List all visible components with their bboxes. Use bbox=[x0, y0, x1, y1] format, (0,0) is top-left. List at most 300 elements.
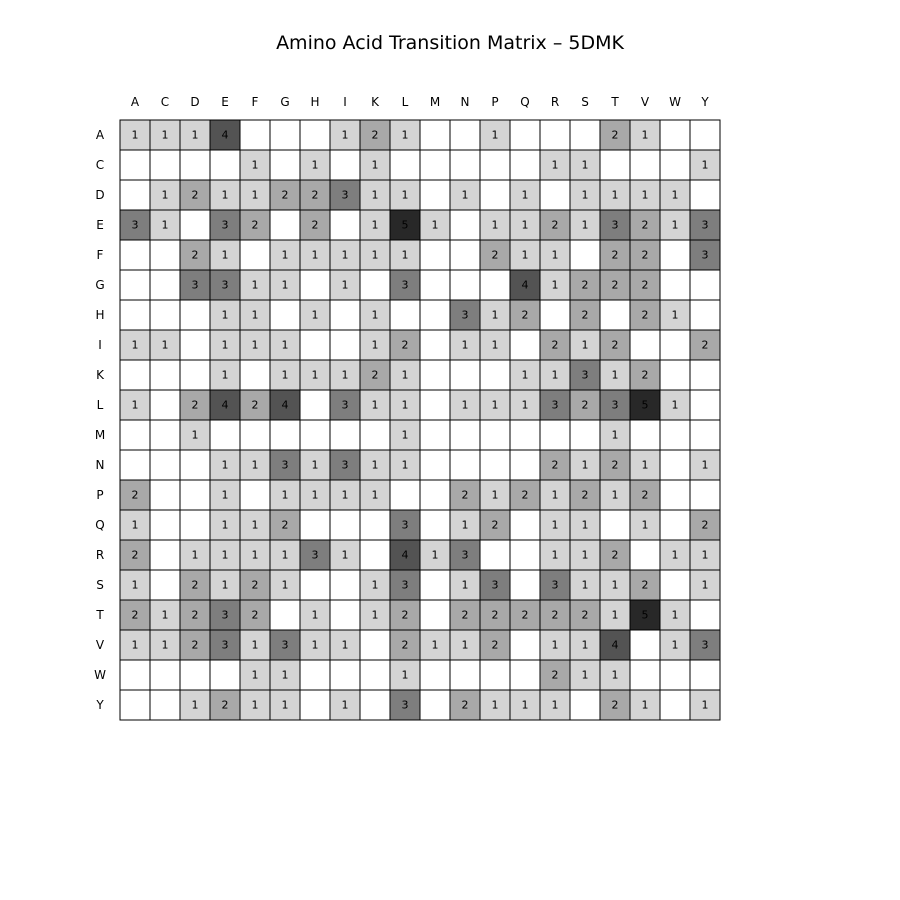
heatmap-cell bbox=[360, 420, 390, 450]
cell-value-label: 2 bbox=[641, 308, 649, 322]
heatmap-cell bbox=[420, 120, 450, 150]
cell-value-label: 3 bbox=[281, 458, 289, 472]
heatmap-cell bbox=[300, 510, 330, 540]
cell-value-label: 2 bbox=[371, 128, 379, 142]
cell-value-label: 1 bbox=[431, 638, 439, 652]
heatmap-cell bbox=[660, 510, 690, 540]
heatmap-cell bbox=[330, 570, 360, 600]
cell-value-label: 1 bbox=[551, 548, 559, 562]
cell-value-label: 3 bbox=[341, 188, 349, 202]
heatmap-cell bbox=[420, 420, 450, 450]
x-tick-label: T bbox=[611, 95, 619, 109]
cell-value-label: 2 bbox=[131, 548, 139, 562]
heatmap-cell bbox=[690, 120, 720, 150]
heatmap-cell bbox=[150, 480, 180, 510]
cell-value-label: 2 bbox=[311, 188, 319, 202]
cell-value-label: 2 bbox=[461, 608, 469, 622]
cell-value-label: 1 bbox=[191, 548, 199, 562]
cell-value-label: 1 bbox=[581, 158, 589, 172]
heatmap-cell bbox=[450, 120, 480, 150]
cell-value-label: 1 bbox=[401, 668, 409, 682]
cell-value-label: 2 bbox=[611, 278, 619, 292]
cell-value-label: 1 bbox=[401, 398, 409, 412]
cell-value-label: 2 bbox=[191, 398, 199, 412]
heatmap-cell bbox=[150, 660, 180, 690]
cell-value-label: 2 bbox=[461, 698, 469, 712]
cell-value-label: 2 bbox=[521, 608, 529, 622]
cell-value-label: 1 bbox=[251, 548, 259, 562]
heatmap-cell bbox=[510, 420, 540, 450]
cell-value-label: 1 bbox=[461, 578, 469, 592]
x-tick-label: C bbox=[160, 95, 170, 109]
cell-value-label: 1 bbox=[221, 308, 229, 322]
cell-value-label: 1 bbox=[371, 158, 379, 172]
heatmap-cell bbox=[150, 240, 180, 270]
heatmap-cell bbox=[420, 450, 450, 480]
heatmap-cell bbox=[270, 120, 300, 150]
x-tick-label: W bbox=[669, 95, 681, 109]
cell-value-label: 1 bbox=[401, 128, 409, 142]
heatmap-cell bbox=[450, 240, 480, 270]
x-tick-label: A bbox=[130, 95, 140, 109]
cell-value-label: 1 bbox=[221, 248, 229, 262]
heatmap-cell bbox=[480, 180, 510, 210]
cell-value-label: 5 bbox=[641, 398, 649, 412]
cell-value-label: 1 bbox=[281, 248, 289, 262]
heatmap-cell bbox=[300, 120, 330, 150]
heatmap-cell bbox=[360, 270, 390, 300]
x-tick-label: N bbox=[460, 95, 470, 109]
cell-value-label: 1 bbox=[491, 398, 499, 412]
heatmap-cell bbox=[120, 150, 150, 180]
heatmap-cell bbox=[120, 360, 150, 390]
y-axis-labels bbox=[94, 128, 106, 712]
heatmap-cell bbox=[270, 300, 300, 330]
heatmap-cell bbox=[420, 600, 450, 630]
heatmap-cell bbox=[300, 420, 330, 450]
cell-value-label: 3 bbox=[701, 248, 709, 262]
heatmap-cell bbox=[150, 360, 180, 390]
heatmap-cell bbox=[570, 420, 600, 450]
heatmap-cell bbox=[540, 420, 570, 450]
x-tick-label: H bbox=[310, 95, 320, 109]
cell-value-label: 3 bbox=[401, 578, 409, 592]
x-tick-label: V bbox=[640, 95, 650, 109]
cell-value-label: 1 bbox=[401, 188, 409, 202]
heatmap-cell bbox=[300, 270, 330, 300]
heatmap-cell bbox=[690, 600, 720, 630]
cell-value-label: 3 bbox=[221, 278, 229, 292]
heatmap-cell bbox=[300, 660, 330, 690]
heatmap-cell bbox=[240, 360, 270, 390]
heatmap-cell bbox=[480, 420, 510, 450]
y-tick-label: F bbox=[96, 248, 104, 262]
cell-value-label: 1 bbox=[701, 578, 709, 592]
heatmap-cell bbox=[510, 120, 540, 150]
heatmap-cell bbox=[660, 420, 690, 450]
x-tick-label: Y bbox=[701, 95, 709, 109]
cell-value-label: 2 bbox=[581, 278, 589, 292]
heatmap-cell bbox=[570, 120, 600, 150]
x-tick-label: D bbox=[190, 95, 200, 109]
cell-value-label: 1 bbox=[281, 338, 289, 352]
cell-value-label: 1 bbox=[371, 578, 379, 592]
heatmap-cell bbox=[600, 300, 630, 330]
cell-value-label: 3 bbox=[491, 578, 499, 592]
cell-value-label: 1 bbox=[551, 488, 559, 502]
x-tick-label: F bbox=[251, 95, 259, 109]
y-tick-label: V bbox=[95, 638, 105, 652]
heatmap-cell bbox=[150, 150, 180, 180]
cell-value-label: 1 bbox=[251, 278, 259, 292]
heatmap-cell bbox=[570, 690, 600, 720]
cell-value-label: 2 bbox=[581, 488, 589, 502]
heatmap-cell bbox=[450, 420, 480, 450]
heatmap-cell bbox=[120, 690, 150, 720]
heatmap-cell bbox=[570, 240, 600, 270]
cell-value-label: 1 bbox=[161, 188, 169, 202]
cell-value-label: 2 bbox=[611, 128, 619, 142]
cell-value-label: 2 bbox=[191, 188, 199, 202]
heatmap-cell bbox=[540, 120, 570, 150]
heatmap-cell bbox=[180, 210, 210, 240]
heatmap-cell bbox=[240, 480, 270, 510]
cell-value-label: 2 bbox=[401, 638, 409, 652]
cell-value-label: 1 bbox=[221, 548, 229, 562]
cell-value-label: 1 bbox=[611, 188, 619, 202]
y-tick-label: C bbox=[95, 158, 105, 172]
heatmap-cell bbox=[240, 420, 270, 450]
heatmap-cell bbox=[420, 660, 450, 690]
heatmap-cell bbox=[240, 240, 270, 270]
cell-value-label: 1 bbox=[341, 248, 349, 262]
y-tick-label: P bbox=[96, 488, 104, 502]
chart-title: Amino Acid Transition Matrix – 5DMK bbox=[276, 32, 624, 54]
cell-value-label: 3 bbox=[581, 368, 589, 382]
cell-value-label: 3 bbox=[701, 218, 709, 232]
cell-value-label: 2 bbox=[371, 368, 379, 382]
heatmap-cell bbox=[150, 690, 180, 720]
cell-value-label: 1 bbox=[221, 338, 229, 352]
y-tick-label: E bbox=[96, 218, 104, 232]
cell-value-label: 2 bbox=[281, 188, 289, 202]
cell-value-label: 1 bbox=[521, 248, 529, 262]
cell-value-label: 1 bbox=[521, 698, 529, 712]
heatmap-cell bbox=[510, 510, 540, 540]
cell-value-label: 1 bbox=[491, 218, 499, 232]
cell-value-label: 2 bbox=[611, 458, 619, 472]
cell-value-label: 1 bbox=[521, 188, 529, 202]
heatmap-cell bbox=[150, 300, 180, 330]
cell-value-label: 1 bbox=[461, 518, 469, 532]
cell-value-label: 1 bbox=[671, 308, 679, 322]
x-axis-labels bbox=[131, 95, 709, 109]
y-tick-label: W bbox=[94, 668, 106, 682]
cell-value-label: 1 bbox=[281, 278, 289, 292]
cell-value-label: 1 bbox=[281, 578, 289, 592]
cell-value-label: 1 bbox=[221, 458, 229, 472]
cell-value-label: 1 bbox=[581, 458, 589, 472]
cell-value-label: 1 bbox=[311, 638, 319, 652]
heatmap-cell bbox=[150, 540, 180, 570]
cell-value-label: 3 bbox=[341, 398, 349, 412]
heatmap-cell bbox=[660, 360, 690, 390]
cell-value-label: 1 bbox=[581, 548, 589, 562]
cell-value-label: 1 bbox=[581, 578, 589, 592]
heatmap-cell bbox=[510, 630, 540, 660]
cell-value-label: 1 bbox=[131, 638, 139, 652]
heatmap-cell bbox=[330, 600, 360, 630]
heatmap-cell bbox=[660, 480, 690, 510]
cell-value-label: 4 bbox=[281, 398, 289, 412]
y-tick-label: T bbox=[96, 608, 104, 622]
cell-value-label: 3 bbox=[401, 698, 409, 712]
cell-value-label: 2 bbox=[461, 488, 469, 502]
y-tick-label: L bbox=[96, 398, 104, 412]
cell-value-label: 2 bbox=[581, 308, 589, 322]
heatmap-cell bbox=[120, 300, 150, 330]
cell-value-label: 1 bbox=[281, 698, 289, 712]
cell-value-label: 1 bbox=[551, 368, 559, 382]
cell-value-label: 1 bbox=[131, 128, 139, 142]
cell-value-label: 1 bbox=[641, 188, 649, 202]
heatmap-cell bbox=[210, 660, 240, 690]
x-tick-label: M bbox=[429, 95, 441, 109]
heatmap-cell bbox=[660, 330, 690, 360]
cell-value-label: 1 bbox=[611, 428, 619, 442]
cell-value-label: 2 bbox=[611, 248, 619, 262]
cell-value-label: 1 bbox=[191, 698, 199, 712]
heatmap-cell bbox=[390, 480, 420, 510]
x-tick-label: P bbox=[491, 95, 499, 109]
cell-value-label: 1 bbox=[641, 698, 649, 712]
heatmap-cell bbox=[300, 330, 330, 360]
heatmap-cell bbox=[540, 300, 570, 330]
cell-value-label: 1 bbox=[641, 128, 649, 142]
heatmap-cell bbox=[480, 270, 510, 300]
cell-value-label: 1 bbox=[581, 638, 589, 652]
heatmap-cell bbox=[480, 540, 510, 570]
heatmap-cell bbox=[330, 660, 360, 690]
cell-value-label: 2 bbox=[281, 518, 289, 532]
cell-value-label: 1 bbox=[281, 548, 289, 562]
y-tick-label: R bbox=[95, 548, 105, 562]
heatmap-cell bbox=[690, 420, 720, 450]
cell-value-label: 1 bbox=[221, 488, 229, 502]
cell-value-label: 1 bbox=[251, 458, 259, 472]
x-tick-label: R bbox=[550, 95, 560, 109]
cell-value-label: 1 bbox=[251, 638, 259, 652]
heatmap-cell bbox=[270, 150, 300, 180]
y-tick-label: I bbox=[98, 338, 102, 352]
heatmap-cell bbox=[690, 360, 720, 390]
cell-value-label: 3 bbox=[461, 308, 469, 322]
cell-value-label: 1 bbox=[701, 458, 709, 472]
cell-value-label: 1 bbox=[281, 368, 289, 382]
cell-value-label: 1 bbox=[551, 248, 559, 262]
heatmap-cell bbox=[150, 420, 180, 450]
cell-value-label: 1 bbox=[521, 368, 529, 382]
cell-value-label: 2 bbox=[131, 488, 139, 502]
cell-value-label: 2 bbox=[641, 278, 649, 292]
cell-value-label: 2 bbox=[611, 338, 619, 352]
cell-value-label: 1 bbox=[401, 368, 409, 382]
cell-value-label: 1 bbox=[371, 488, 379, 502]
y-tick-label: D bbox=[95, 188, 105, 202]
cell-value-label: 1 bbox=[341, 278, 349, 292]
cell-value-label: 1 bbox=[341, 698, 349, 712]
cell-value-label: 2 bbox=[251, 218, 259, 232]
heatmap-cell bbox=[420, 480, 450, 510]
cell-value-label: 3 bbox=[221, 638, 229, 652]
heatmap-cell bbox=[420, 240, 450, 270]
cell-value-label: 1 bbox=[251, 698, 259, 712]
cell-value-label: 1 bbox=[161, 608, 169, 622]
heatmap-cell bbox=[300, 690, 330, 720]
y-tick-label: A bbox=[95, 128, 105, 142]
heatmap-cell bbox=[420, 300, 450, 330]
heatmap-cell bbox=[300, 570, 330, 600]
x-tick-label: E bbox=[221, 95, 229, 109]
cell-value-label: 3 bbox=[401, 518, 409, 532]
heatmap-cell bbox=[330, 420, 360, 450]
heatmap-cell bbox=[300, 390, 330, 420]
cell-value-label: 1 bbox=[401, 428, 409, 442]
cell-value-label: 1 bbox=[371, 218, 379, 232]
cell-value-label: 1 bbox=[581, 668, 589, 682]
cell-value-label: 1 bbox=[371, 458, 379, 472]
heatmap-cell bbox=[660, 570, 690, 600]
cell-value-label: 2 bbox=[701, 338, 709, 352]
cell-value-label: 2 bbox=[551, 608, 559, 622]
cell-value-label: 2 bbox=[611, 548, 619, 562]
y-tick-label: S bbox=[96, 578, 104, 592]
heatmap-cell bbox=[150, 270, 180, 300]
x-tick-label: K bbox=[371, 95, 379, 109]
cell-value-label: 1 bbox=[251, 188, 259, 202]
cell-value-label: 1 bbox=[251, 158, 259, 172]
cell-value-label: 1 bbox=[491, 698, 499, 712]
cell-value-label: 4 bbox=[221, 398, 229, 412]
cell-value-label: 2 bbox=[491, 518, 499, 532]
cell-value-label: 1 bbox=[581, 518, 589, 532]
heatmap-cell bbox=[660, 150, 690, 180]
cell-value-label: 1 bbox=[161, 338, 169, 352]
heatmap-cell bbox=[600, 510, 630, 540]
heatmap-cell bbox=[630, 630, 660, 660]
cell-value-label: 2 bbox=[581, 608, 589, 622]
cell-value-label: 1 bbox=[371, 308, 379, 322]
cell-value-label: 2 bbox=[641, 368, 649, 382]
cell-value-label: 4 bbox=[401, 548, 409, 562]
cell-value-label: 1 bbox=[641, 518, 649, 532]
cell-value-label: 3 bbox=[611, 398, 619, 412]
cell-value-label: 3 bbox=[701, 638, 709, 652]
heatmap-cell bbox=[210, 150, 240, 180]
cell-value-label: 2 bbox=[641, 488, 649, 502]
heatmap-cell bbox=[690, 180, 720, 210]
heatmap-cell bbox=[630, 420, 660, 450]
heatmap-cell bbox=[630, 330, 660, 360]
heatmap-cell bbox=[120, 660, 150, 690]
cell-value-label: 2 bbox=[251, 608, 259, 622]
heatmap-cell bbox=[330, 150, 360, 180]
heatmap-cell bbox=[120, 180, 150, 210]
heatmap-cell bbox=[660, 240, 690, 270]
cell-value-label: 4 bbox=[521, 278, 529, 292]
cell-value-label: 3 bbox=[131, 218, 139, 232]
heatmap-cell bbox=[450, 660, 480, 690]
heatmap-cell bbox=[660, 690, 690, 720]
heatmap-cell bbox=[330, 330, 360, 360]
cell-value-label: 1 bbox=[611, 578, 619, 592]
cell-value-label: 1 bbox=[491, 308, 499, 322]
cell-value-label: 3 bbox=[191, 278, 199, 292]
heatmap-cell bbox=[270, 420, 300, 450]
cell-value-label: 2 bbox=[551, 668, 559, 682]
heatmap-cell bbox=[660, 270, 690, 300]
cell-value-label: 1 bbox=[491, 488, 499, 502]
cell-value-label: 2 bbox=[701, 518, 709, 532]
cell-value-label: 1 bbox=[251, 518, 259, 532]
cell-value-label: 2 bbox=[521, 308, 529, 322]
heatmap-cell bbox=[240, 120, 270, 150]
x-tick-label: I bbox=[343, 95, 347, 109]
cell-value-label: 2 bbox=[521, 488, 529, 502]
heatmap-cell bbox=[630, 150, 660, 180]
heatmap-cell bbox=[510, 150, 540, 180]
cell-value-label: 1 bbox=[521, 218, 529, 232]
cell-value-label: 1 bbox=[551, 158, 559, 172]
cell-value-label: 1 bbox=[461, 188, 469, 202]
cell-value-label: 2 bbox=[611, 698, 619, 712]
cell-value-label: 2 bbox=[131, 608, 139, 622]
cell-value-label: 4 bbox=[611, 638, 619, 652]
cell-value-label: 1 bbox=[131, 398, 139, 412]
heatmap-cell bbox=[180, 330, 210, 360]
cell-value-label: 1 bbox=[311, 308, 319, 322]
cell-value-label: 1 bbox=[131, 518, 139, 532]
heatmap-cell bbox=[420, 180, 450, 210]
heatmap-cell bbox=[690, 270, 720, 300]
cell-value-label: 1 bbox=[671, 608, 679, 622]
cell-value-label: 3 bbox=[461, 548, 469, 562]
heatmap-cell bbox=[420, 690, 450, 720]
cell-value-label: 1 bbox=[461, 638, 469, 652]
cell-value-label: 1 bbox=[281, 488, 289, 502]
heatmap-cell bbox=[420, 150, 450, 180]
cell-value-label: 1 bbox=[371, 398, 379, 412]
heatmap-cell bbox=[690, 300, 720, 330]
cell-value-label: 1 bbox=[221, 368, 229, 382]
cell-value-label: 1 bbox=[251, 308, 259, 322]
cell-value-label: 1 bbox=[311, 368, 319, 382]
heatmap-cell bbox=[660, 120, 690, 150]
cell-value-label: 1 bbox=[671, 398, 679, 412]
cell-value-label: 1 bbox=[611, 668, 619, 682]
heatmap-cell bbox=[540, 180, 570, 210]
heatmap-cell bbox=[450, 270, 480, 300]
y-tick-label: N bbox=[95, 458, 105, 472]
heatmap-cell bbox=[510, 330, 540, 360]
cell-value-label: 1 bbox=[251, 668, 259, 682]
cell-value-label: 1 bbox=[131, 578, 139, 592]
cell-value-label: 1 bbox=[311, 158, 319, 172]
cell-value-label: 1 bbox=[461, 398, 469, 412]
heatmap-cell bbox=[510, 540, 540, 570]
heatmap-cell bbox=[120, 240, 150, 270]
cell-value-label: 3 bbox=[281, 638, 289, 652]
